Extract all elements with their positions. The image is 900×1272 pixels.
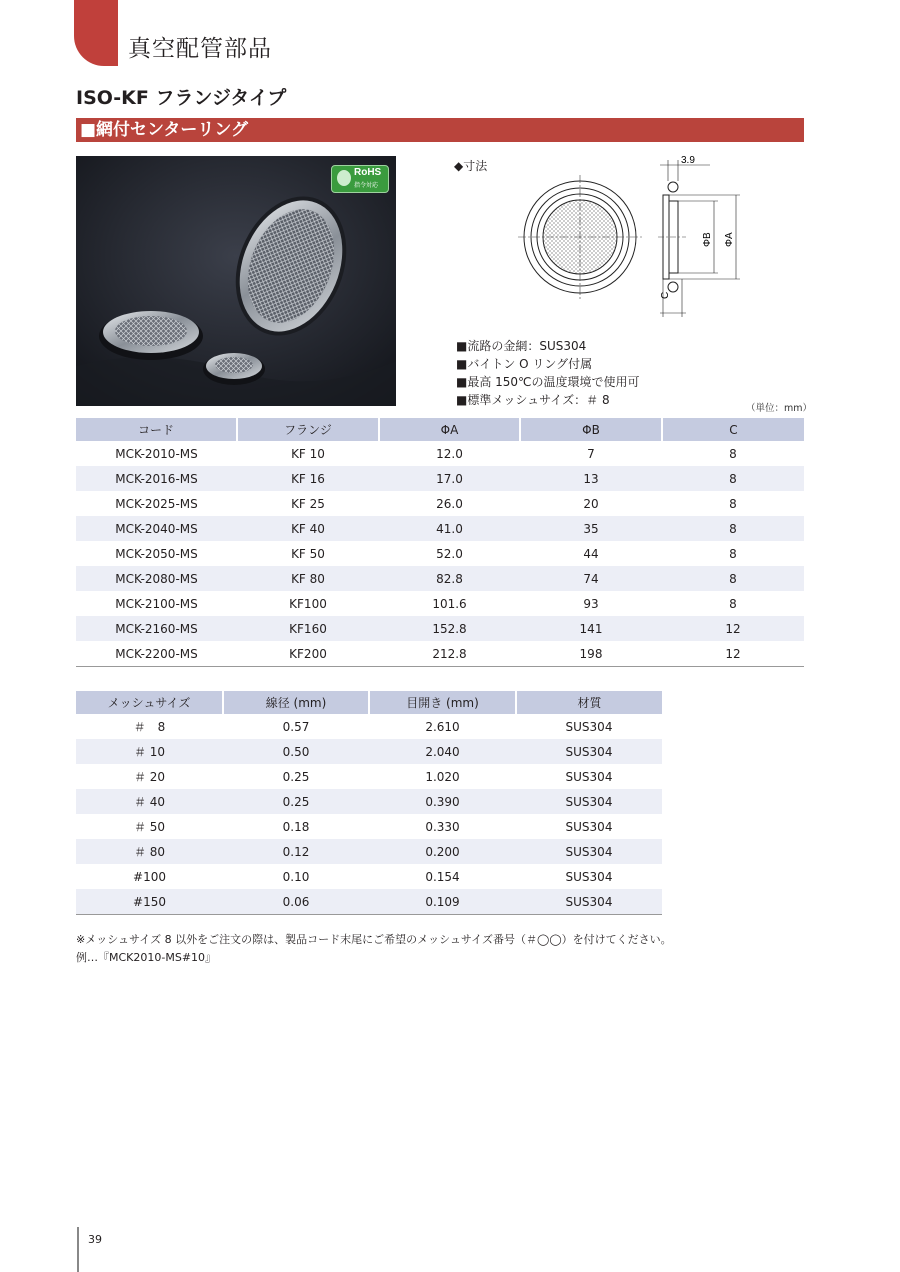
table-cell: 8 (662, 466, 804, 491)
table-cell: 52.0 (436, 546, 463, 561)
dim-phib-label: ΦB (702, 232, 713, 247)
dim-39-label: 3.9 (681, 155, 695, 166)
mesh-size-table (76, 691, 662, 915)
table-cell: 0.06 (223, 889, 369, 915)
table-row (76, 616, 804, 641)
page-number: 39 (88, 1233, 102, 1246)
category-title: 真空配管部品 (128, 36, 272, 62)
table-cell: SUS304 (565, 769, 613, 784)
table-cell: ＃ 8 (133, 720, 166, 734)
table-cell: 44 (583, 546, 599, 561)
page-number-bar (77, 1227, 79, 1272)
table-cell: MCK-2010-MS (115, 446, 198, 461)
table-cell: 1.020 (425, 769, 460, 784)
product-dimension-table (76, 418, 804, 667)
table-cell: SUS304 (516, 739, 662, 764)
unit-label: （単位：mm） (746, 403, 813, 414)
column-header: メッシュサイズ (76, 691, 223, 714)
table-cell: 8 (729, 596, 737, 611)
table-cell: 74 (520, 566, 662, 591)
table-cell: 0.57 (282, 719, 310, 734)
table-cell: MCK-2200-MS (76, 641, 237, 667)
table-cell: 20 (583, 496, 599, 511)
product-subtitle: ISO-KF フランジタイプ (76, 87, 287, 109)
table-cell: SUS304 (565, 819, 613, 834)
spec-line: ■最高 150℃の温度環境で使用可 (456, 375, 640, 389)
table-cell: SUS304 (565, 869, 613, 884)
column-header: 目開き (mm) (369, 691, 516, 714)
table-row (76, 839, 662, 864)
spec-line: ■バイトン O リング付属 (456, 357, 593, 371)
table-row (76, 714, 662, 739)
table-cell: 101.6 (432, 596, 467, 611)
order-note: ※メッシュサイズ 8 以外をご注文の際は、製品コード末尾にご希望のメッシュサイズ番号（＃◯◯）を付けてください。 (76, 933, 672, 946)
table-cell: 0.50 (223, 739, 369, 764)
column-header: フランジ (237, 418, 379, 441)
table-cell: 0.154 (425, 869, 460, 884)
dimension-label: ◆寸法 (454, 159, 488, 173)
spec-line: ■流路の金網：SUS304 (456, 339, 587, 353)
table-row (76, 814, 662, 839)
table-cell: 0.25 (282, 769, 310, 784)
table-cell: 0.330 (425, 819, 460, 834)
product-photo (76, 156, 396, 406)
table-cell: KF 25 (291, 496, 325, 511)
table-cell: KF160 (237, 616, 379, 641)
table-row (76, 441, 804, 466)
table-cell: #150 (76, 889, 223, 915)
table-cell: 2.610 (425, 719, 460, 734)
table-cell: 152.8 (379, 616, 520, 641)
table-cell: 0.25 (223, 789, 369, 814)
table-cell: 17.0 (379, 466, 520, 491)
table-row (76, 641, 804, 667)
table-cell: ＃ 80 (76, 839, 223, 864)
table-cell: #100 (133, 869, 166, 884)
table-header-row (76, 418, 804, 441)
table-row (76, 739, 662, 764)
category-tab (74, 0, 118, 66)
table-cell: MCK-2040-MS (76, 516, 237, 541)
table-cell: MCK-2080-MS (76, 566, 237, 591)
column-header: コード (76, 418, 237, 441)
rohs-badge (331, 165, 389, 193)
table-row (76, 591, 804, 616)
rohs-badge-subtext: 指令対応 (354, 182, 379, 189)
example-note: 例…『MCK2010-MS#10』 (76, 951, 217, 964)
table-cell: 8 (729, 496, 737, 511)
table-cell: KF 10 (291, 446, 325, 461)
table-row (76, 541, 804, 566)
column-header: ΦB (520, 418, 662, 441)
table-cell: KF 40 (237, 516, 379, 541)
table-row (76, 789, 662, 814)
table-cell: 8 (729, 546, 737, 561)
table-cell: 12 (662, 616, 804, 641)
table-cell: MCK-2100-MS (115, 596, 198, 611)
table-cell: 0.109 (369, 889, 516, 915)
table-cell: 8 (729, 446, 737, 461)
table-row (76, 864, 662, 889)
dim-phia-label: ΦA (724, 232, 735, 247)
leaf-icon (337, 170, 351, 186)
table-cell: MCK-2050-MS (115, 546, 198, 561)
dim-c-label: C (660, 291, 671, 299)
table-cell: SUS304 (516, 839, 662, 864)
table-cell: 13 (520, 466, 662, 491)
table-cell: ＃ 10 (76, 739, 223, 764)
table-cell: 2.040 (369, 739, 516, 764)
table-cell: 8 (662, 516, 804, 541)
table-cell: 198 (520, 641, 662, 667)
dimension-diagram (510, 155, 770, 325)
table-cell: 0.390 (369, 789, 516, 814)
table-header-row (76, 691, 662, 714)
table-cell: 0.18 (282, 819, 310, 834)
table-cell: KF100 (289, 596, 327, 611)
table-row (76, 516, 804, 541)
table-cell: 93 (583, 596, 599, 611)
table-cell: ＃ 20 (133, 770, 166, 784)
table-row (76, 491, 804, 516)
table-cell: 26.0 (436, 496, 463, 511)
table-cell: SUS304 (565, 719, 613, 734)
rohs-badge-text: RoHS (354, 167, 382, 178)
table-cell: MCK-2160-MS (76, 616, 237, 641)
column-header: ΦA (379, 418, 520, 441)
product-photo-drawing (76, 156, 396, 406)
table-row (76, 889, 662, 915)
table-cell: SUS304 (516, 889, 662, 915)
table-cell: 0.200 (369, 839, 516, 864)
table-cell: KF200 (237, 641, 379, 667)
table-cell: KF 16 (237, 466, 379, 491)
table-cell: SUS304 (516, 789, 662, 814)
table-cell: 82.8 (379, 566, 520, 591)
table-cell: 12.0 (436, 446, 463, 461)
spec-line: ■標準メッシュサイズ：＃ 8 (456, 393, 610, 407)
table-row (76, 566, 804, 591)
column-header: C (662, 418, 804, 441)
table-cell: 0.12 (223, 839, 369, 864)
table-cell: 8 (662, 566, 804, 591)
table-cell: ＃ 40 (76, 789, 223, 814)
table-cell: 41.0 (379, 516, 520, 541)
table-row (76, 764, 662, 789)
table-row (76, 466, 804, 491)
table-cell: MCK-2016-MS (76, 466, 237, 491)
table-cell: 12 (662, 641, 804, 667)
table-cell: KF 80 (237, 566, 379, 591)
section-heading: ■網付センターリング (76, 118, 804, 142)
table-cell: 7 (587, 446, 595, 461)
table-cell: 35 (520, 516, 662, 541)
table-cell: MCK-2025-MS (115, 496, 198, 511)
table-cell: 212.8 (379, 641, 520, 667)
column-header: 線径 (mm) (223, 691, 369, 714)
column-header: 材質 (516, 691, 662, 714)
table-cell: KF 50 (291, 546, 325, 561)
table-cell: 141 (520, 616, 662, 641)
table-cell: 0.10 (282, 869, 310, 884)
table-cell: ＃ 50 (133, 820, 166, 834)
